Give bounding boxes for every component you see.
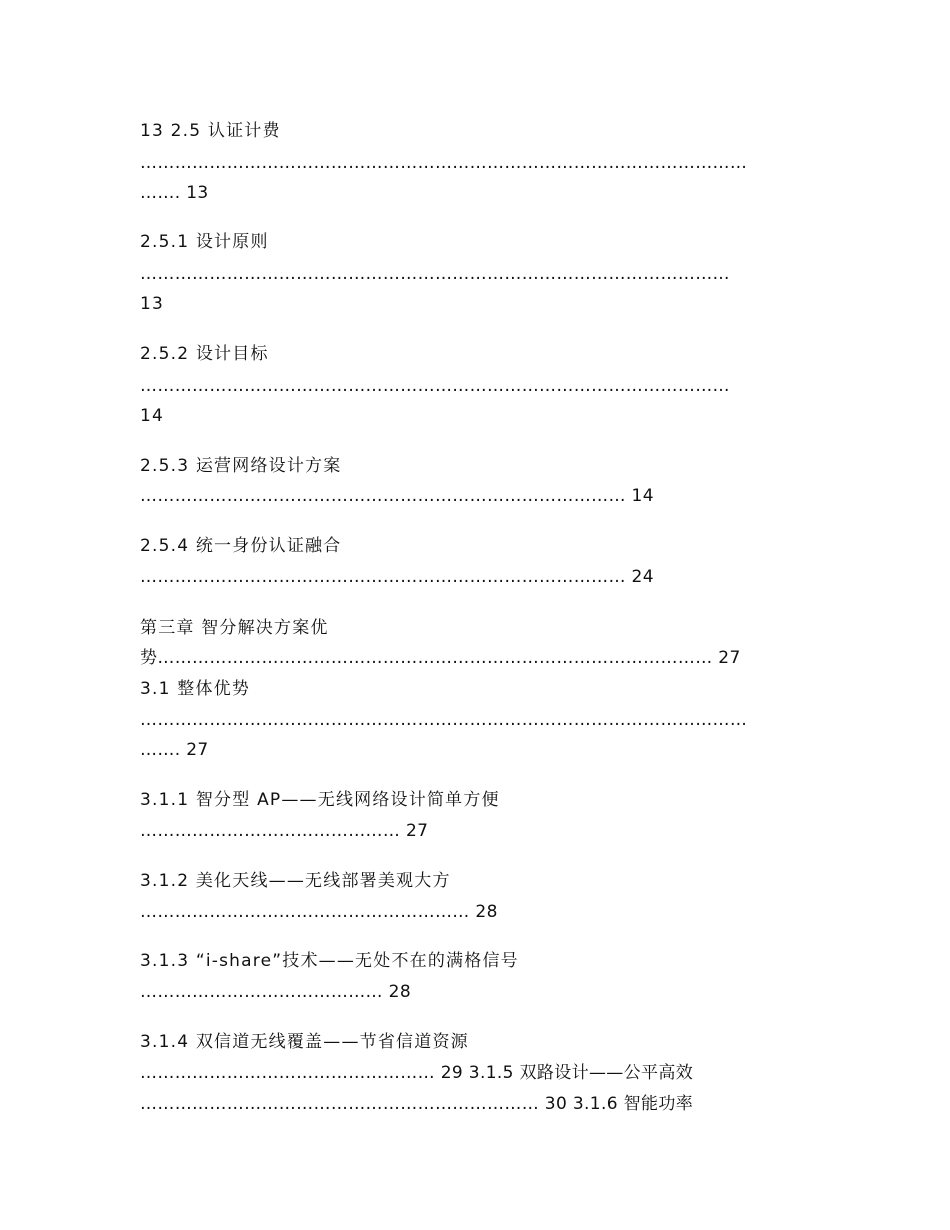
toc-line: …………………………………………………………………………………………	[140, 264, 730, 284]
toc-line: 势…………………………………………………………………………………… 27	[140, 648, 741, 668]
toc-line: 3.1.1 智分型 AP——无线网络设计简单方便	[140, 790, 500, 810]
toc-line: ……………………………………… 27	[140, 821, 429, 841]
toc-line: …………………………………………… 29 3.1.5 双路设计——公平高效	[140, 1063, 694, 1083]
toc-line: ……. 27	[140, 740, 209, 760]
toc-line: …………………………………………………………… 30 3.1.6 智能功率	[140, 1094, 694, 1114]
toc-line: 3.1.4 双信道无线覆盖——节省信道资源	[140, 1032, 469, 1052]
toc-line: 第三章 智分解决方案优	[140, 618, 329, 638]
toc-line: 13 2.5 认证计费	[140, 121, 281, 141]
toc-line: ………………………………………………… 28	[140, 902, 498, 922]
toc-line: ………………………………………………………………………… 24	[140, 567, 654, 587]
toc-line: ……………………………………………………………………………………………	[140, 153, 748, 173]
toc-line: 13	[140, 294, 165, 314]
toc-line: ……………………………………………………………………………………………	[140, 710, 748, 730]
toc-line: ……. 13	[140, 183, 209, 203]
toc-line: …………………………………… 28	[140, 982, 411, 1002]
toc-line: 14	[140, 406, 165, 426]
toc-line: ………………………………………………………………………… 14	[140, 486, 654, 506]
toc-line: 2.5.2 设计目标	[140, 344, 269, 364]
toc-line: 2.5.3 运营网络设计方案	[140, 456, 342, 476]
toc-line: 2.5.1 设计原则	[140, 232, 269, 252]
toc-line: 3.1 整体优势	[140, 679, 251, 699]
toc-line: 3.1.2 美化天线——无线部署美观大方	[140, 871, 451, 891]
toc-line: …………………………………………………………………………………………	[140, 376, 730, 396]
toc-line: 2.5.4 统一身份认证融合	[140, 536, 342, 556]
toc-line: 3.1.3 “i-share”技术——无处不在的满格信号	[140, 951, 519, 971]
